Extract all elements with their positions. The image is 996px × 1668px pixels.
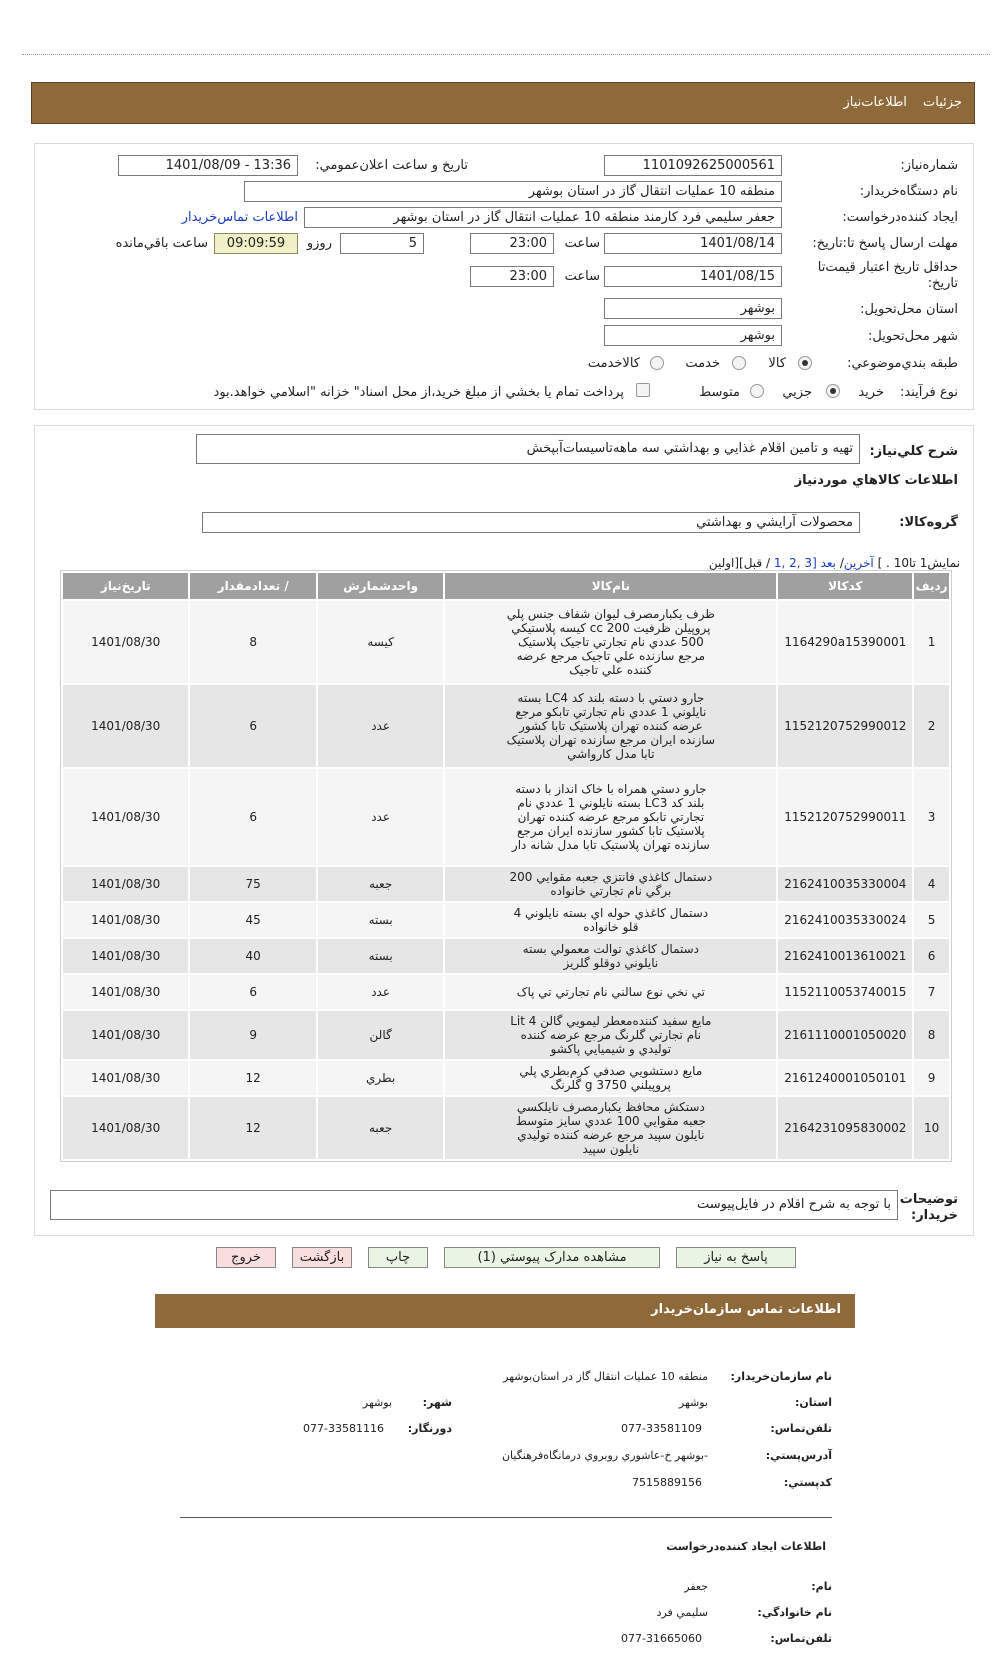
contact-city-value: بوشهر	[362, 1396, 392, 1409]
announce-field: 1401/08/09 - 13:36	[118, 155, 298, 176]
cell-code: 1152120752990012	[778, 685, 912, 767]
min-valid-label: حداقل تاريخ اعتبار قيمت‌تا تاريخ:	[817, 260, 958, 291]
cell-name: تي نخي نوع سالني نام تجارتي تي پاک	[445, 975, 776, 1009]
cell-code: 2162410013610021	[778, 939, 912, 973]
table-row	[63, 975, 949, 1009]
cell-unit: عدد	[318, 975, 443, 1009]
buyer-notes-field: با توجه به شرح اقلام در فايل‌پيوست	[50, 1190, 898, 1220]
cell-qty: 6	[190, 975, 315, 1009]
cell-unit: جعبه	[318, 1097, 443, 1159]
cell-code: 2162410035330004	[778, 867, 912, 901]
pager-show: نمايش1 تا10 . ]	[877, 556, 960, 570]
cell-unit: بطري	[318, 1061, 443, 1095]
announce-label: تاريخ و ساعت اعلان‌عمومي:	[315, 158, 468, 173]
days-field: 5	[340, 233, 424, 254]
contact-city-label: شهر:	[422, 1396, 452, 1409]
creator-family-value: سليمي فرد	[656, 1606, 708, 1619]
cell-code: 2161110001050020	[778, 1011, 912, 1059]
table-row	[63, 1011, 949, 1059]
cell-code: 1152110053740015	[778, 975, 912, 1009]
pager-next-link[interactable]: بعد	[820, 556, 837, 570]
table-row	[63, 1097, 949, 1159]
creator-phone-label: تلفن‌تماس:	[770, 1632, 832, 1645]
deadline-label: مهلت ارسال پاسخ تا:تاريخ:	[812, 236, 958, 251]
cell-row: 8	[914, 1011, 949, 1059]
cell-name: مايع سفيد کننده‌معطر ليمويي گالن 4 Lit نام تجارتي گلرنگ مرجع عرضه کننده توليدي و شيميايي پاکشو	[445, 1011, 776, 1059]
address-value: -بوشهر خ-عاشوري روبروي درمانگاه‌فرهنگيان	[501, 1449, 708, 1462]
process-radio-minor[interactable]	[826, 384, 840, 398]
cell-row: 9	[914, 1061, 949, 1095]
remaining-label: ساعت باقي‌مانده	[115, 236, 208, 251]
province-field: بوشهر	[604, 298, 782, 319]
pager: نمايش1 تا10 . ] آخرين/ بعد [3 ,2 ,1 / قبل][اولين	[708, 556, 960, 570]
goods-group-field: محصولات آرايشي و بهداشتي	[202, 512, 860, 533]
cell-name: دستکش محافظ يکبارمصرف نايلکسي جعبه مقوايي 100 عددي سايز متوسط نايلون سپيد مرجع عرضه کننده توليدي نايلون سپيد	[445, 1097, 776, 1159]
creator-label: ايجاد کننده‌درخواست:	[842, 210, 958, 225]
cell-name: مايع دستشويي صدفي کرم‌بطري پلي پروپيلني 3750 g گلرنگ	[445, 1061, 776, 1095]
category-option-service: خدمت	[685, 356, 720, 371]
process-label: نوع فرآيند:	[900, 385, 958, 400]
cell-code: 1164290a15390001	[778, 601, 912, 683]
category-radio-service[interactable]	[732, 356, 746, 370]
pager-prev[interactable]: / قبل][اولين	[708, 556, 771, 570]
contact-title-bar: اطلاعات تماس سازمان‌خريدار	[155, 1294, 855, 1328]
contact-province-label: استان:	[795, 1396, 832, 1409]
cell-row: 1	[914, 601, 949, 683]
process-option-minor: جزيي	[782, 385, 812, 400]
cell-unit: کيسه	[318, 601, 443, 683]
cell-qty: 8	[190, 601, 315, 683]
need-number-label: شماره‌نياز:	[900, 158, 958, 173]
cell-name: دستمال کاغذي حوله اي بسته نايلوني 4 قلو خانواده	[445, 903, 776, 937]
cell-row: 7	[914, 975, 949, 1009]
province-label: استان محل‌تحويل:	[860, 302, 958, 317]
exit-button[interactable]: خروج	[216, 1247, 276, 1268]
category-option-goods: کالا	[768, 356, 786, 371]
cell-name: جارو دستي همراه با خاک انداز با دسته بلند کد LC3 بسته نايلوني 1 عددي نام تجارتي تابکو مرجع عرضه کننده تهران پلاستيک تابا کشور سازنده ايران مرجع سازنده تهران پلاستيک تابا مدل شانه دار	[445, 769, 776, 865]
cell-date: 1401/08/30	[63, 601, 188, 683]
col-code: کدکالا	[778, 573, 912, 599]
cell-row: 3	[914, 769, 949, 865]
org-label: نام سازمان‌خريدار:	[730, 1370, 832, 1383]
respond-button[interactable]: پاسخ به نياز	[676, 1247, 796, 1268]
org-value: منطقه 10 عمليات انتقال گاز در استان‌بوشهر	[503, 1370, 708, 1383]
deadline-time-label: ساعت	[564, 236, 600, 251]
category-label: طبقه بندي‌موضوعي:	[847, 356, 958, 371]
header-bar	[31, 82, 975, 124]
address-label: آدرس‌پستي:	[765, 1449, 832, 1462]
cell-date: 1401/08/30	[63, 975, 188, 1009]
goods-info-title: اطلاعات کالاهاي موردنياز	[794, 473, 958, 488]
cell-qty: 40	[190, 939, 315, 973]
postal-label: کد‌پستي:	[783, 1476, 832, 1489]
cell-code: 2161240001050101	[778, 1061, 912, 1095]
cell-qty: 12	[190, 1061, 315, 1095]
buyer-field: منطقه 10 عمليات انتقال گاز در استان بوشهر	[244, 181, 782, 202]
postal-value: 7515889156	[632, 1476, 702, 1489]
treasury-payment-checkbox[interactable]	[636, 383, 650, 397]
cell-unit: جعبه	[318, 867, 443, 901]
cell-code: 2164231095830002	[778, 1097, 912, 1159]
category-radio-goods[interactable]	[798, 356, 812, 370]
creator-family-label: نام خانوادگي:	[757, 1606, 832, 1619]
cell-date: 1401/08/30	[63, 867, 188, 901]
pager-last-link[interactable]: آخرين	[843, 556, 874, 570]
cell-unit: گالن	[318, 1011, 443, 1059]
process-buy: خريد	[858, 385, 884, 400]
table-row	[63, 939, 949, 973]
need-desc-field: تهيه و تامين اقلام غذايي و بهداشتي سه ماهه‌تاسيسات‌آبپخش	[196, 434, 860, 464]
table-row	[63, 601, 949, 683]
need-number-field: 1101092625000561	[604, 155, 782, 176]
col-qty: / تعدادمقدار	[190, 573, 315, 599]
col-name: نام‌کالا	[445, 573, 776, 599]
cell-date: 1401/08/30	[63, 685, 188, 767]
days-label: روزو	[306, 236, 332, 251]
deadline-time-field: 23:00	[470, 233, 554, 254]
tab-need-info[interactable]: اطلاعات‌نياز	[843, 95, 907, 110]
cell-qty: 75	[190, 867, 315, 901]
table-row	[63, 1061, 949, 1095]
cell-date: 1401/08/30	[63, 1097, 188, 1159]
cell-qty: 45	[190, 903, 315, 937]
cell-row: 4	[914, 867, 949, 901]
back-button[interactable]: بازگشت	[292, 1247, 352, 1268]
treasury-payment-note: پرداخت تمام يا بخشي از مبلغ خريد،از محل اسناد" خزانه "اسلامي خواهد.بود	[213, 385, 624, 400]
table-row	[63, 867, 949, 901]
goods-table-header	[63, 573, 949, 599]
buyer-contact-link[interactable]: اطلاعات تماس‌خريدار	[181, 210, 298, 225]
buyer-notes-label: توضيحات خريدار:	[899, 1192, 958, 1223]
cell-qty: 6	[190, 685, 315, 767]
category-option-goods-service: کالا‌خدمت	[587, 356, 640, 371]
deadline-date-field: 1401/08/14	[604, 233, 782, 254]
cell-date: 1401/08/30	[63, 939, 188, 973]
col-date: تاريخ‌نياز	[63, 573, 188, 599]
top-divider	[22, 54, 990, 55]
cell-code: 2162410035330024	[778, 903, 912, 937]
creator-name-label: نام:	[811, 1580, 832, 1593]
cell-qty: 6	[190, 769, 315, 865]
creator-name-value: جعفر	[684, 1580, 708, 1593]
cell-name: ظرف يکبارمصرف ليوان شفاف جنس پلي پروپيلن ظرفيت 200 cc کيسه پلاستيکي 500 عددي نام تجارتي تاجيک پلاستيک مرجع سازنده علي تاجيک مرجع عرضه کننده علي تاجيک	[445, 601, 776, 683]
cell-date: 1401/08/30	[63, 769, 188, 865]
table-row	[63, 769, 949, 865]
min-valid-time-label: ساعت	[564, 269, 600, 284]
cell-name: دستمال کاغذي توالت معمولي بسته نايلوني دوقلو گلريز	[445, 939, 776, 973]
phone-label: تلفن‌تماس:	[770, 1422, 832, 1435]
cell-date: 1401/08/30	[63, 1061, 188, 1095]
pager-pages[interactable]: [3 ,2 ,1	[773, 556, 817, 570]
category-radio-goods-service[interactable]	[650, 356, 664, 370]
cell-date: 1401/08/30	[63, 1011, 188, 1059]
min-valid-date-field: 1401/08/15	[604, 266, 782, 287]
creator-field: جعفر سليمي فرد کارمند منطقه 10 عمليات انتقال گاز در استان بوشهر	[304, 207, 782, 228]
view-docs-button[interactable]: مشاهده مدارک پيوستي (1)	[444, 1247, 660, 1268]
cell-row: 5	[914, 903, 949, 937]
cell-name: دستمال کاغذي فانتزي جعبه مقوايي 200 برگي نام تجارتي خانواده	[445, 867, 776, 901]
phone-value: 077-33581109	[621, 1422, 702, 1435]
cell-row: 6	[914, 939, 949, 973]
cell-name: جارو دستي با دسته بلند کد LC4 بسته نايلوني 1 عددي نام تجارتي تابکو مرجع عرضه کننده تهران پلاستيک تابا کشور سازنده ايران مرجع سازنده تهران پلاستيک تابا مدل کارواشي	[445, 685, 776, 767]
tab-details[interactable]: جزئيات	[923, 95, 962, 110]
goods-group-label: گروه‌کالا:	[899, 515, 958, 530]
goods-table	[60, 570, 952, 1162]
table-row	[63, 685, 949, 767]
cell-unit: بسته	[318, 939, 443, 973]
table-row	[63, 903, 949, 937]
contact-province-value: بوشهر	[678, 1396, 708, 1409]
need-desc-label: شرح کلي‌نياز:	[869, 444, 958, 459]
contact-divider	[180, 1517, 832, 1518]
fax-value: 077-33581116	[303, 1422, 384, 1435]
buyer-label: نام دستگاه‌خريدار:	[859, 184, 958, 199]
cell-row: 10	[914, 1097, 949, 1159]
city-label: شهر محل‌تحويل:	[868, 329, 958, 344]
print-button[interactable]: چاپ	[368, 1247, 428, 1268]
remaining-timer: 09:09:59	[214, 233, 298, 254]
col-unit: واحدشمارش	[318, 573, 443, 599]
cell-qty: 9	[190, 1011, 315, 1059]
creator-phone-value: 077-31665060	[621, 1632, 702, 1645]
cell-row: 2	[914, 685, 949, 767]
cell-qty: 12	[190, 1097, 315, 1159]
cell-unit: عدد	[318, 685, 443, 767]
process-option-medium: متوسط	[699, 385, 740, 400]
min-valid-time-field: 23:00	[470, 266, 554, 287]
col-row: رديف	[914, 573, 949, 599]
cell-unit: بسته	[318, 903, 443, 937]
city-field: بوشهر	[604, 325, 782, 346]
cell-date: 1401/08/30	[63, 903, 188, 937]
fax-label: دورنگار:	[407, 1422, 452, 1435]
cell-unit: عدد	[318, 769, 443, 865]
creator-info-title: اطلاعات ايجاد کننده‌درخواست	[666, 1540, 826, 1553]
cell-code: 1152120752990011	[778, 769, 912, 865]
process-radio-medium[interactable]	[750, 384, 764, 398]
